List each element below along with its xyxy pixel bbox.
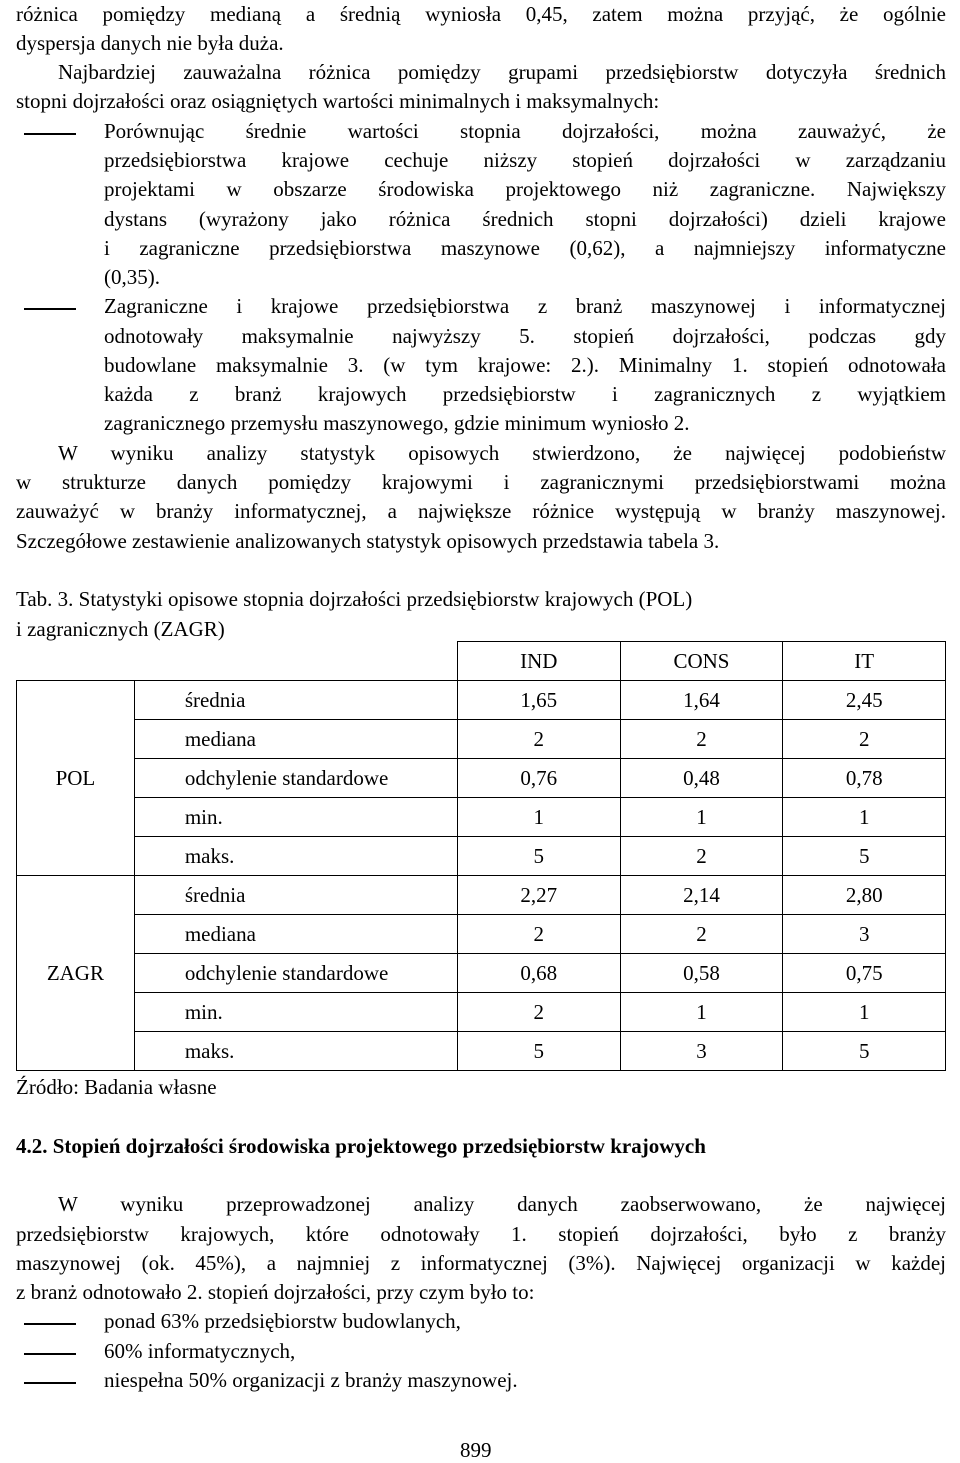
cell-value: 2,80 bbox=[783, 876, 946, 915]
cell-value: 0,75 bbox=[783, 954, 946, 993]
cell-value: 0,76 bbox=[458, 759, 621, 798]
section-heading: 4.2. Stopień dojrzałości środowiska projektowego przedsiębiorstw krajowych bbox=[16, 1134, 706, 1158]
bullet-line: przedsiębiorstwa krajowe cechuje niższy stopień dojrzałości w zarządzaniu bbox=[104, 148, 946, 172]
cell-value: 1 bbox=[783, 993, 946, 1032]
column-header: CONS bbox=[620, 642, 783, 681]
text-line: maszynowej (ok. 45%), a najmniej z informatycznej (3%). Najwięcej organizacji w każdej bbox=[16, 1251, 946, 1275]
cell-value: 2,14 bbox=[620, 876, 783, 915]
bullet-line: Zagraniczne i krajowe przedsiębiorstwa z branż maszynowej i informatycznej bbox=[104, 294, 946, 318]
cell-value: 0,78 bbox=[783, 759, 946, 798]
cell-value: 5 bbox=[783, 1032, 946, 1071]
cell-value: 1,65 bbox=[458, 681, 621, 720]
table-caption: Tab. 3. Statystyki opisowe stopnia dojrzałości przedsiębiorstw krajowych (POL) bbox=[16, 587, 693, 611]
stat-label: min. bbox=[134, 798, 457, 837]
cell-value: 0,68 bbox=[458, 954, 621, 993]
cell-value: 2,45 bbox=[783, 681, 946, 720]
bullet-line: i zagraniczne przedsiębiorstwa maszynowe (0,62), a najmniejszy informatyczne bbox=[104, 236, 946, 260]
table-row bbox=[17, 681, 946, 720]
bullet-dash bbox=[24, 308, 76, 310]
bullet-line: projektami w obszarze środowiska projektowego niż zagraniczne. Największy bbox=[104, 177, 946, 201]
stat-label: mediana bbox=[134, 720, 457, 759]
table-source: Źródło: Badania własne bbox=[16, 1075, 217, 1099]
table-row bbox=[17, 1032, 946, 1071]
text-line: przedsiębiorstw krajowych, które odnotowały 1. stopień dojrzałości, było z branży bbox=[16, 1222, 946, 1246]
bullet-line: odnotowały maksymalnie najwyższy 5. stopień dojrzałości, podczas gdy bbox=[104, 324, 946, 348]
cell-value: 2 bbox=[458, 993, 621, 1032]
column-header: IT bbox=[783, 642, 946, 681]
bullet-line: niespełna 50% organizacji z branży maszynowej. bbox=[104, 1368, 518, 1392]
cell-value: 2 bbox=[458, 915, 621, 954]
cell-value: 3 bbox=[783, 915, 946, 954]
text-line: W wyniku analizy statystyk opisowych stwierdzono, że najwięcej podobieństw bbox=[58, 441, 946, 465]
bullet-line: 60% informatycznych, bbox=[104, 1339, 296, 1363]
cell-value: 1 bbox=[620, 993, 783, 1032]
bullet-line: dystans (wyrażony jako różnica średnich stopni dojrzałości) dzieli krajowe bbox=[104, 207, 946, 231]
cell-value: 1,64 bbox=[620, 681, 783, 720]
group-label: POL bbox=[17, 681, 135, 876]
cell-value: 2,27 bbox=[458, 876, 621, 915]
text-line: z branż odnotowało 2. stopień dojrzałości, przy czym było to: bbox=[16, 1280, 535, 1304]
bullet-line: każda z branż krajowych przedsiębiorstw i zagranicznych z wyjątkiem bbox=[104, 382, 946, 406]
text-line: Szczegółowe zestawienie analizowanych statystyk opisowych przedstawia tabela 3. bbox=[16, 529, 720, 553]
table-row bbox=[17, 759, 946, 798]
cell-value: 5 bbox=[458, 837, 621, 876]
bullet-dash bbox=[24, 133, 76, 135]
bullet-dash bbox=[24, 1323, 76, 1325]
table-caption: i zagranicznych (ZAGR) bbox=[16, 617, 225, 641]
table-row bbox=[17, 876, 946, 915]
cell-value: 1 bbox=[783, 798, 946, 837]
table-row bbox=[17, 915, 946, 954]
stat-label: min. bbox=[134, 993, 457, 1032]
table-row bbox=[17, 993, 946, 1032]
bullet-line: zagranicznego przemysłu maszynowego, gdzie minimum wyniosło 2. bbox=[104, 411, 690, 435]
bullet-dash bbox=[24, 1353, 76, 1355]
bullet-dash bbox=[24, 1382, 76, 1384]
cell-value: 2 bbox=[620, 720, 783, 759]
bullet-line: budowlane maksymalnie 3. (w tym krajowe: 2.). Minimalny 1. stopień odnotowała bbox=[104, 353, 946, 377]
cell-value: 1 bbox=[620, 798, 783, 837]
stat-label: średnia bbox=[134, 681, 457, 720]
table-row bbox=[17, 720, 946, 759]
table-row bbox=[17, 837, 946, 876]
stat-label: mediana bbox=[134, 915, 457, 954]
cell-value: 2 bbox=[458, 720, 621, 759]
bullet-line: (0,35). bbox=[104, 265, 160, 289]
text-line: dyspersja danych nie była duża. bbox=[16, 31, 284, 55]
table-row bbox=[17, 798, 946, 837]
cell-value: 2 bbox=[620, 915, 783, 954]
text-line: różnica pomiędzy medianą a średnią wyniosła 0,45, zatem można przyjąć, że ogólnie bbox=[16, 2, 946, 26]
text-line: stopni dojrzałości oraz osiągniętych wartości minimalnych i maksymalnych: bbox=[16, 89, 660, 113]
cell-value: 2 bbox=[620, 837, 783, 876]
cell-value: 0,48 bbox=[620, 759, 783, 798]
table-row bbox=[17, 954, 946, 993]
text-line: w strukturze danych pomiędzy krajowymi i zagranicznymi przedsiębiorstwami można bbox=[16, 470, 946, 494]
column-header: IND bbox=[458, 642, 621, 681]
text-line: W wyniku przeprowadzonej analizy danych zaobserwowano, że najwięcej bbox=[58, 1192, 946, 1216]
group-label: ZAGR bbox=[17, 876, 135, 1071]
bullet-line: Porównując średnie wartości stopnia dojrzałości, można zauważyć, że bbox=[104, 119, 946, 143]
table-header-row bbox=[17, 642, 946, 681]
cell-value: 5 bbox=[783, 837, 946, 876]
stat-label: średnia bbox=[134, 876, 457, 915]
cell-value: 0,58 bbox=[620, 954, 783, 993]
statistics-table bbox=[16, 641, 946, 1071]
stat-label: odchylenie standardowe bbox=[134, 759, 457, 798]
text-line: Najbardziej zauważalna różnica pomiędzy grupami przedsiębiorstw dotyczyła średnich bbox=[58, 60, 946, 84]
stat-label: maks. bbox=[134, 1032, 457, 1071]
stat-label: odchylenie standardowe bbox=[134, 954, 457, 993]
cell-value: 5 bbox=[458, 1032, 621, 1071]
cell-value: 2 bbox=[783, 720, 946, 759]
text-line: zauważyć w branży informatycznej, a największe różnice występują w branży maszynowej. bbox=[16, 499, 946, 523]
cell-value: 3 bbox=[620, 1032, 783, 1071]
stat-label: maks. bbox=[134, 837, 457, 876]
page-number: 899 bbox=[460, 1438, 492, 1462]
cell-value: 1 bbox=[458, 798, 621, 837]
bullet-line: ponad 63% przedsiębiorstw budowlanych, bbox=[104, 1309, 461, 1333]
